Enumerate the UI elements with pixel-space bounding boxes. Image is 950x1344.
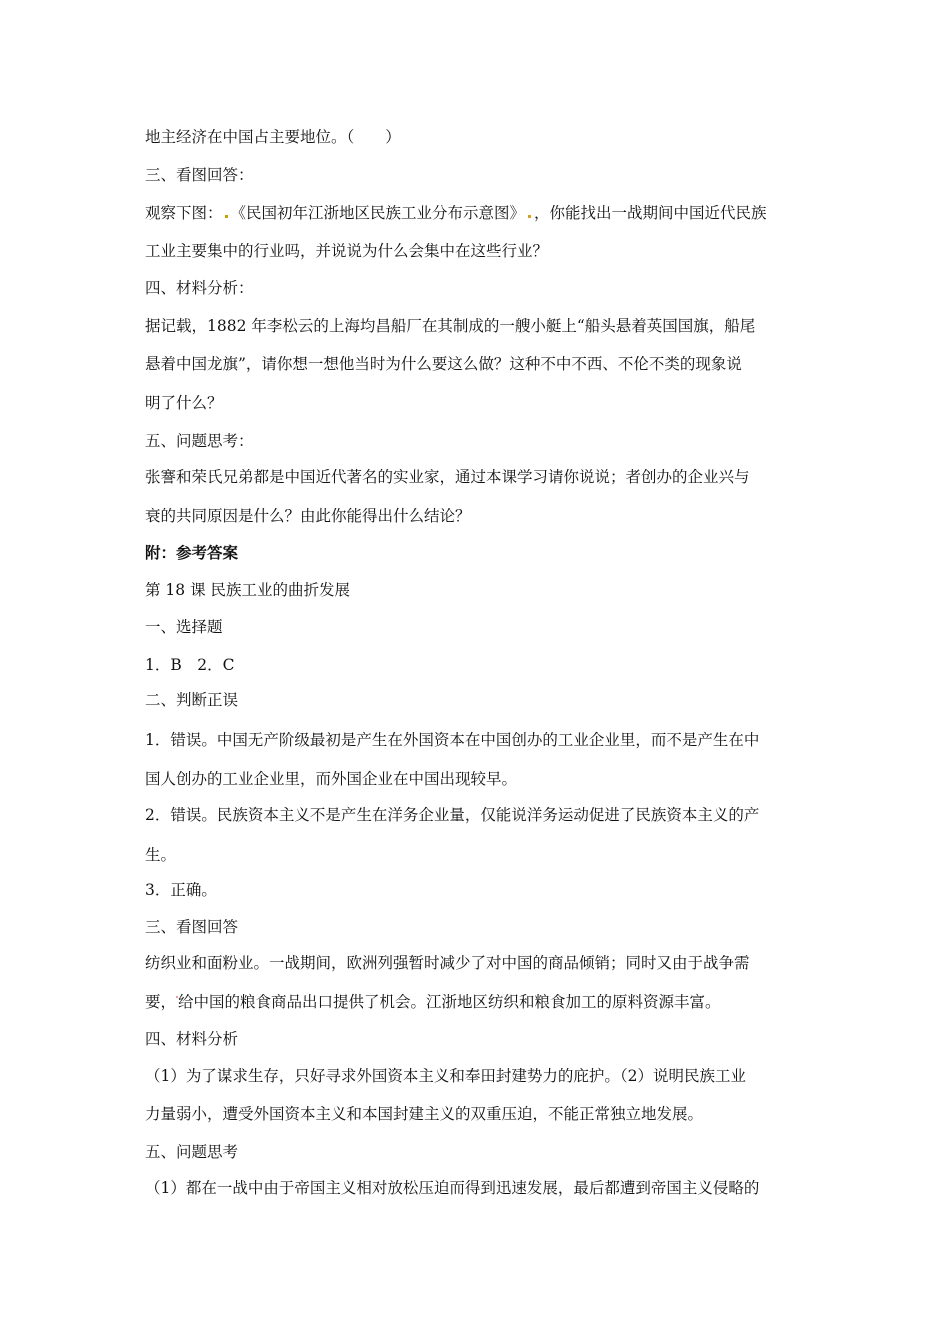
text-line: 1．B 2．C (145, 656, 235, 674)
figure-title: 《民国初年江浙地区民族工业分布示意图》 (230, 204, 526, 222)
section-heading-material: 四、材料分析： (145, 279, 254, 297)
text-line: 张謇和荣氏兄弟都是中国近代著名的实业家，通过本课学习请你说说；者创办的企业兴与 (145, 468, 750, 486)
section-heading-material-answer: 四、材料分析 (145, 1030, 239, 1048)
marker-dot (225, 215, 228, 218)
text-line: 衰的共同原因是什么？由此你能得出什么结论？ (145, 507, 471, 525)
text-line: 国人创办的工业企业里，而外国企业在中国出现较早。 (145, 770, 518, 788)
section-heading-picture-answer: 三、看图回答 (145, 918, 239, 936)
marker-dot (528, 215, 531, 218)
text-line: 1．错误。中国无产阶级最初是产生在外国资本在中国创办的工业企业里，而不是产生在中 (145, 731, 760, 749)
text-span: 给中国的粮食商品出口提供了机会。江浙地区纺织和粮食加工的原料资源丰富。 (178, 993, 721, 1011)
text-line: 2．错误。民族资本主义不是产生在洋务企业量，仅能说洋务运动促进了民族资本主义的产 (145, 806, 760, 824)
text-line: （1）都在一战中由于帝国主义相对放松压迫而得到迅速发展，最后都遭到帝国主义侵略的 (145, 1179, 760, 1197)
text-line: 3．正确。 (145, 881, 217, 899)
text-line: 工业主要集中的行业吗，并说说为什么会集中在这些行业？ (145, 242, 549, 260)
lesson-title: 第 18 课 民族工业的曲折发展 (145, 581, 351, 599)
text-span: 要， (145, 993, 177, 1011)
section-heading-thinking: 五、问题思考： (145, 432, 254, 450)
text-line: 生。 (145, 846, 177, 864)
section-heading-picture: 三、看图回答： (145, 166, 254, 184)
text-line (145, 203, 767, 223)
text-line: 力量弱小，遭受外国资本主义和本国封建主义的双重压迫，不能正常独立地发展。 (145, 1105, 704, 1123)
answer-key-heading: 附：参考答案 (145, 544, 239, 562)
text-span: ，你能找出一战期间中国近代民族 (534, 204, 767, 222)
section-heading-judge: 二、判断正误 (145, 691, 239, 709)
text-line: 明了什么？ (145, 394, 223, 412)
section-heading-thinking-answer: 五、问题思考 (145, 1143, 239, 1161)
text-line (145, 992, 721, 1012)
text-line: 地主经济在中国占主要地位。（ ） (145, 128, 401, 146)
section-heading-choice: 一、选择题 (145, 618, 223, 636)
text-span: 观察下图： (145, 204, 223, 222)
text-line: 据记载，1882 年李松云的上海均昌船厂在其制成的一艘小艇上“船头悬着英国国旗，船尾 (145, 317, 756, 335)
text-line: （1）为了谋求生存，只好寻求外国资本主义和奉田封建势力的庇护。（2）说明民族工业 (145, 1067, 746, 1085)
text-line: 悬着中国龙旗”，请你想一想他当时为什么要这么做？这种不中不西、不伦不类的现象说 (145, 355, 742, 373)
text-line: 纺织业和面粉业。一战期间，欧洲列强暂时减少了对中国的商品倾销；同时又由于战争需 (145, 954, 750, 972)
